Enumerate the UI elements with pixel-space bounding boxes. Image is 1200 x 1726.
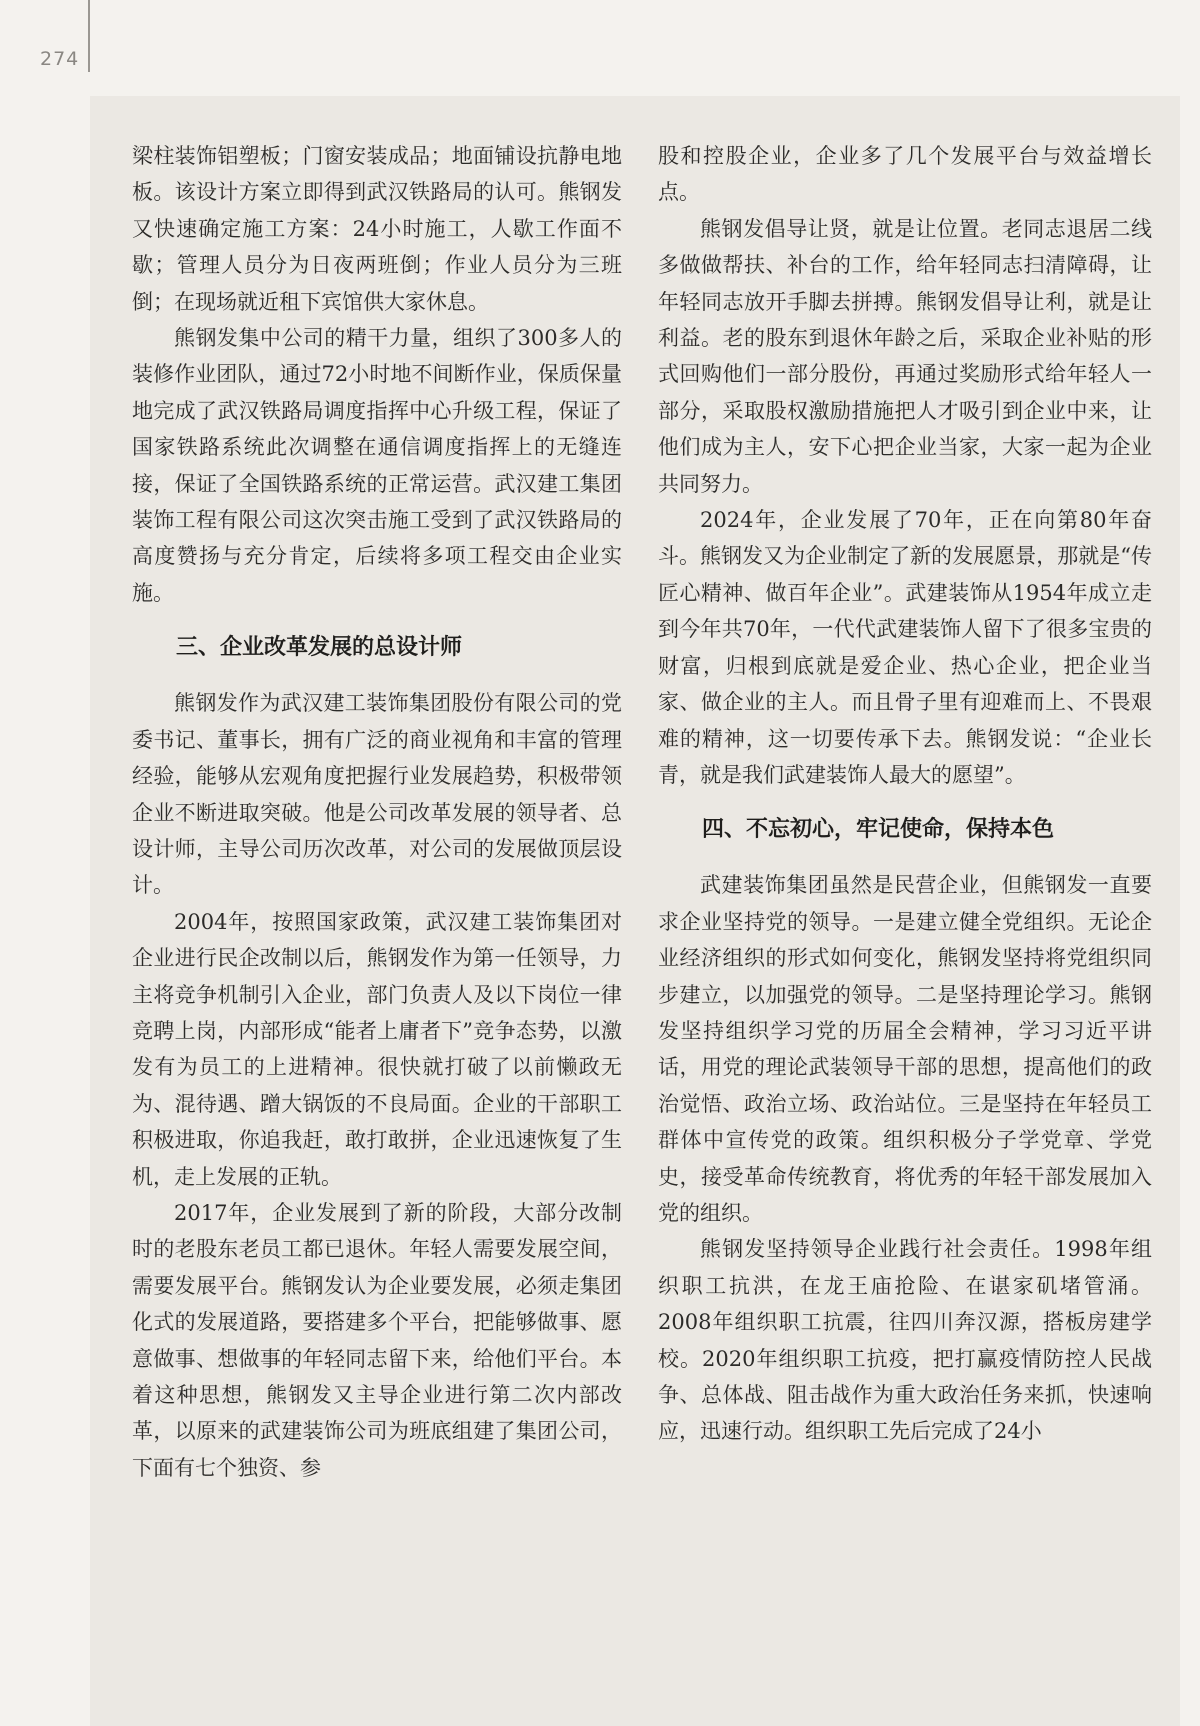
paragraph: 武建装饰集团虽然是民营企业，但熊钢发一直要求企业坚持党的领导。一是建立健全党组织。无论企业经济组织的形式如何变化，熊钢发坚持将党组织同步建立，以加强党的领导。二是坚持理论学习。熊钢发坚持组织学习党的历届全会精神，学习习近平讲话，用党的理论武装领导干部的思想，提高他们的政治觉悟、政治立场、政治站位。三是坚持在年轻员工群体中宣传党的政策。组织积极分子学党章、学党史，接受革命传统教育，将优秀的年轻干部发展加入党的组织。 (658, 873, 1152, 1225)
paragraph: 熊钢发集中公司的精干力量，组织了300多人的装修作业团队，通过72小时地不间断作业，保质保量地完成了武汉铁路局调度指挥中心升级工程，保证了国家铁路系统此次调整在通信调度指挥上的无缝连接，保证了全国铁路系统的正常运营。武汉建工集团装饰工程有限公司这次突击施工受到了武汉铁路局的高度赞扬与充分肯定，后续将多项工程交由企业实施。 (132, 326, 622, 605)
right-column (658, 138, 1152, 1450)
paragraph: 股和控股企业，企业多了几个发展平台与效益增长点。 (658, 144, 1152, 205)
page-margin-rule (88, 0, 90, 72)
paragraph: 熊钢发坚持领导企业践行社会责任。1998年组织职工抗洪，在龙王庙抢险、在谌家矶堵管涌。2008年组织职工抗震，往四川奔汉源，搭板房建学校。2020年组织职工抗疫，把打赢疫情防控人民战争、总体战、阻击战作为重大政治任务来抓，快速响应，迅速行动。组织职工先后完成了24小 (658, 1237, 1152, 1444)
paragraph: 2017年，企业发展到了新的阶段，大部分改制时的老股东老员工都已退休。年轻人需要发展空间，需要发展平台。熊钢发认为企业要发展，必须走集团化式的发展道路，要搭建多个平台，把能够做事、愿意做事、想做事的年轻同志留下来，给他们平台。本着这种思想，熊钢发又主导企业进行第二次内部改革，以原来的武建装饰公司为班底组建了集团公司，下面有七个独资、参 (132, 1200, 622, 1480)
paragraph: 熊钢发倡导让贤，就是让位置。老同志退居二线多做做帮扶、补台的工作，给年轻同志扫清障碍，让年轻同志放开手脚去拼搏。熊钢发倡导让利，就是让利益。老的股东到退休年龄之后，采取企业补贴的形式回购他们一部分股份，再通过奖励形式给年轻人一部分，采取股权激励措施把人才吸引到企业中来，让他们成为主人，安下心把企业当家，大家一起为企业共同努力。 (658, 216, 1152, 496)
section-heading: 四、不忘初心，牢记使命，保持本色 (702, 817, 1055, 843)
paragraph: 梁柱装饰铝塑板；门窗安装成品；地面铺设抗静电地板。该设计方案立即得到武汉铁路局的认可。熊钢发又快速确定施工方案：24小时施工，人歇工作面不歇；管理人员分为日夜两班倒；作业人员分为三班倒；在现场就近租下宾馆供大家休息。 (132, 144, 622, 314)
page-number: 274 (40, 48, 80, 70)
paragraph: 熊钢发作为武汉建工装饰集团股份有限公司的党委书记、董事长，拥有广泛的商业视角和丰富的管理经验，能够从宏观角度把握行业发展趋势，积极带领企业不断进取突破。他是公司改革发展的领导者、总设计师，主导公司历次改革，对公司的发展做顶层设计。 (132, 691, 622, 898)
left-column (132, 138, 622, 1486)
section-heading: 三、企业改革发展的总设计师 (176, 635, 463, 661)
paragraph: 2024年，企业发展了70年，正在向第80年奋斗。熊钢发又为企业制定了新的发展愿景，那就是“传匠心精神、做百年企业”。武建装饰从1954年成立走到今年共70年，一代代武建装饰人留下了很多宝贵的财富，归根到底就是爱企业、热心企业，把企业当家、做企业的主人。而且骨子里有迎难而上、不畏艰难的精神，这一切要传承下去。熊钢发说：“企业长青，就是我们武建装饰人最大的愿望”。 (658, 508, 1152, 787)
paragraph: 2004年，按照国家政策，武汉建工装饰集团对企业进行民企改制以后，熊钢发作为第一任领导，力主将竞争机制引入企业，部门负责人及以下岗位一律竞聘上岗，内部形成“能者上庸者下”竞争态势，以激发有为员工的上进精神。很快就打破了以前懒政无为、混待遇、蹭大锅饭的不良局面。企业的干部职工积极进取，你追我赶，敢打敢拼，企业迅速恢复了生机，走上发展的正轨。 (132, 909, 622, 1189)
